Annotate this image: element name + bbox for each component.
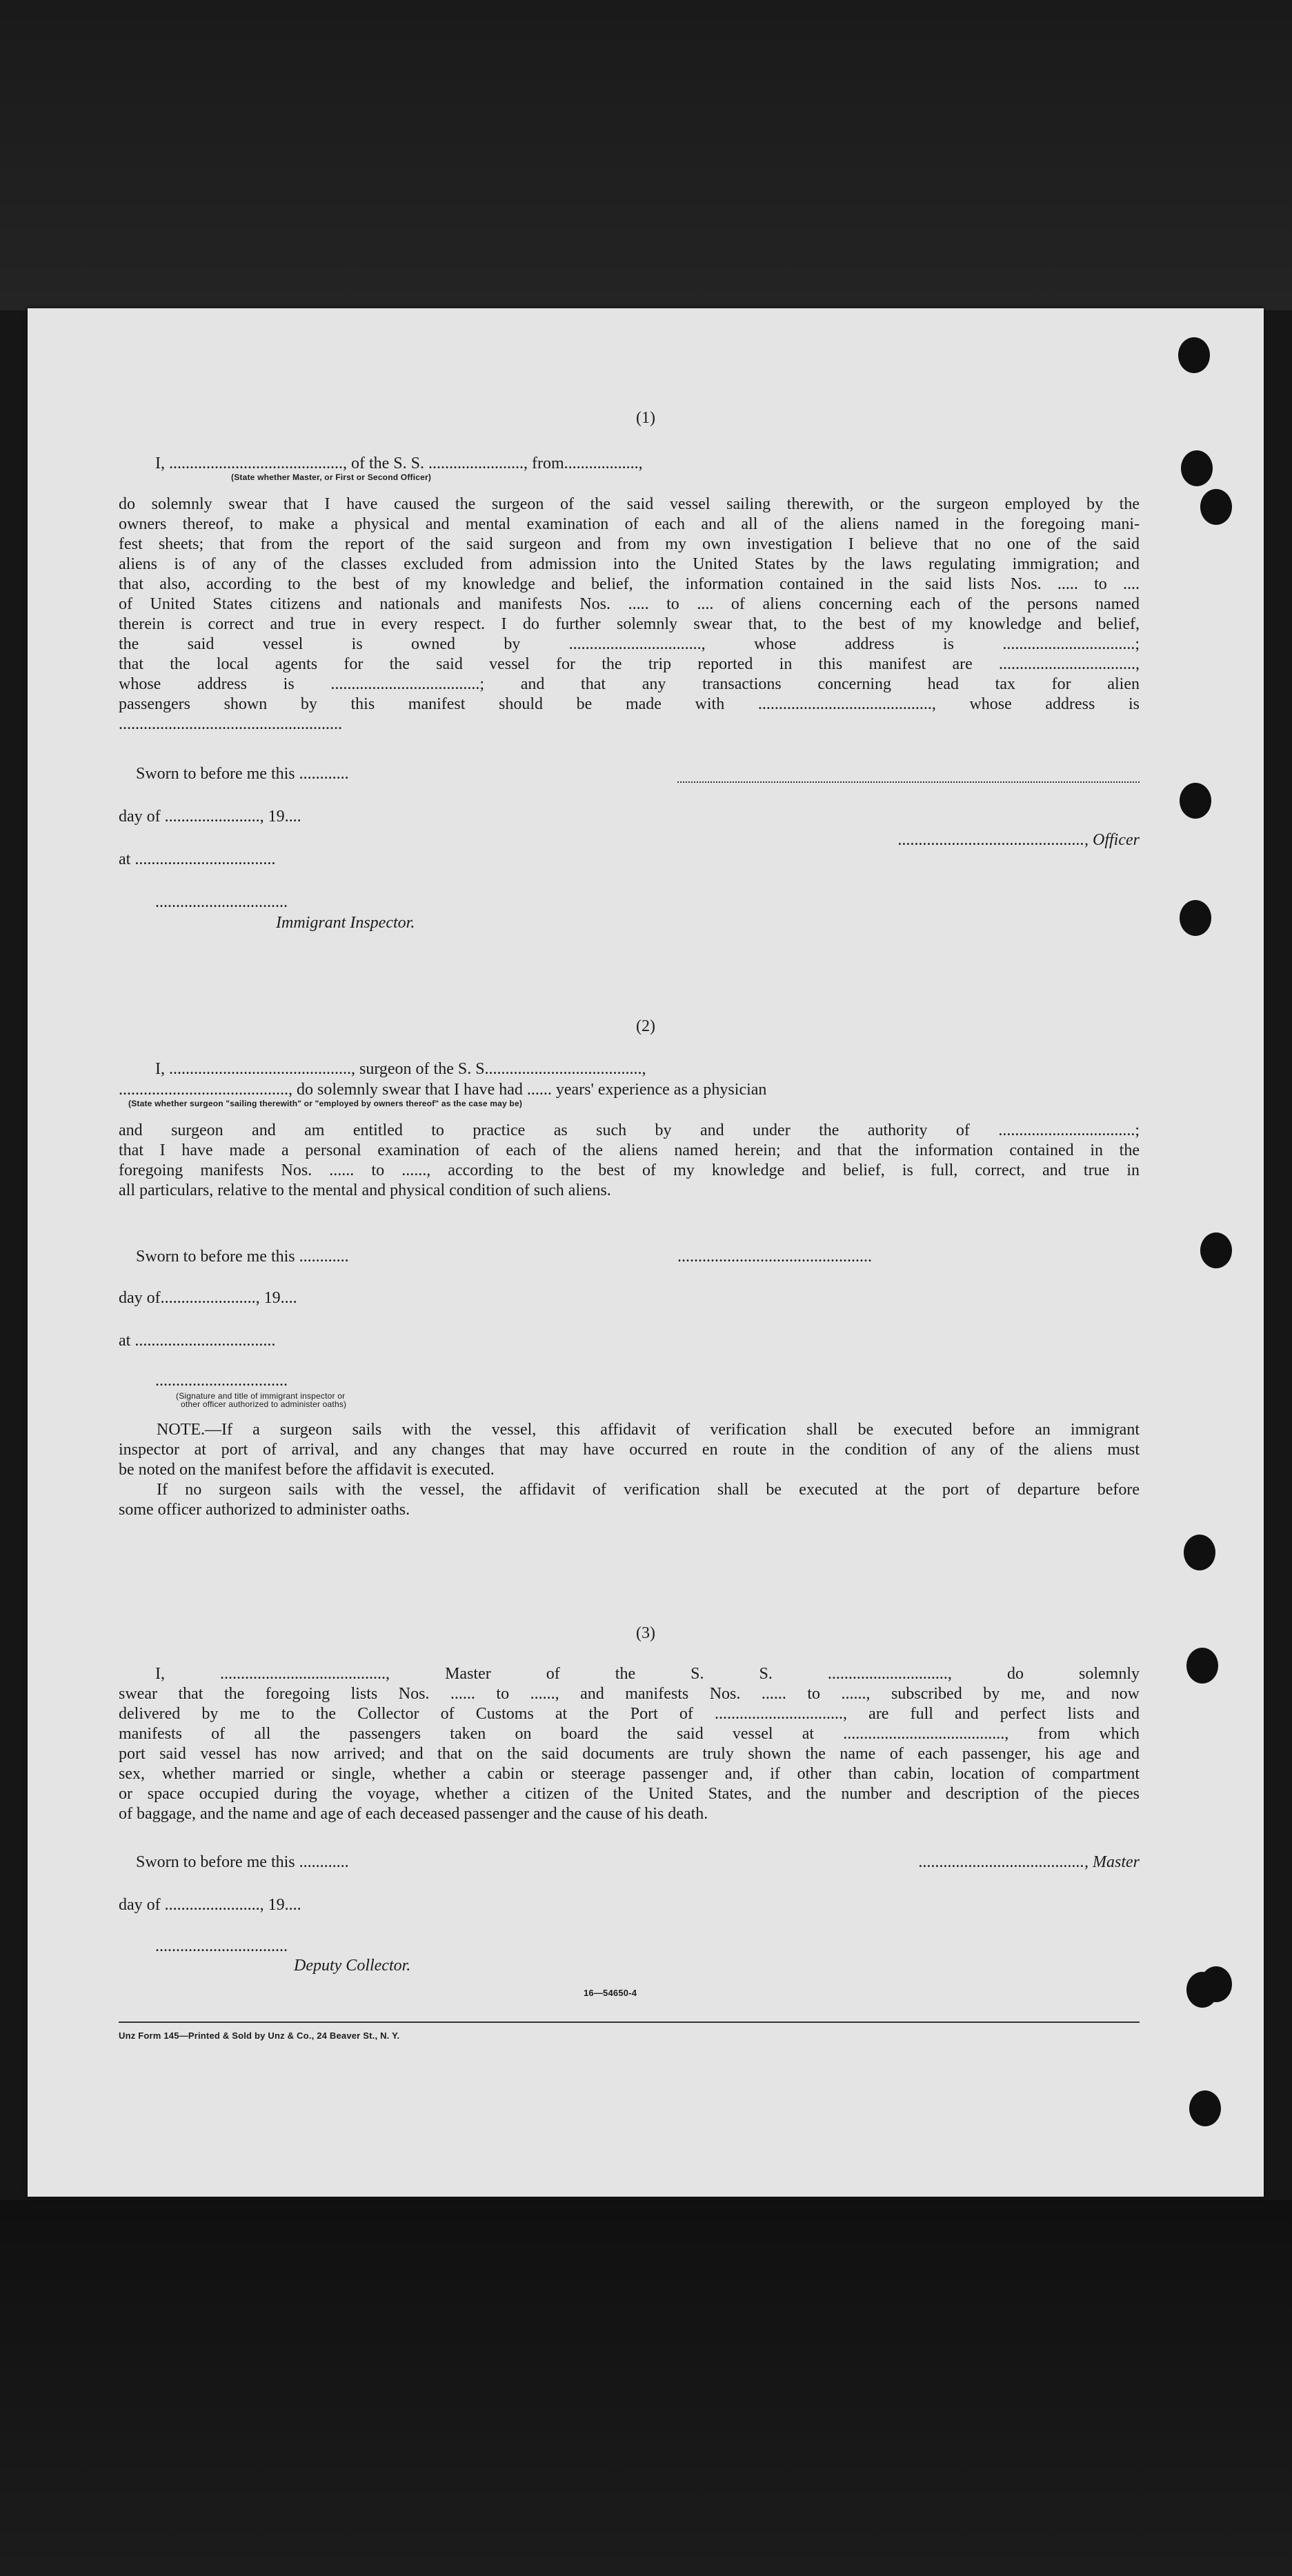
- punch-hole: [1178, 337, 1210, 373]
- section-2-surgeon-line: I, ............................................, surgeon of the S. S......................................,: [155, 1060, 646, 1078]
- punch-hole: [1189, 2090, 1221, 2126]
- footer-rule: [119, 2021, 1140, 2023]
- note-line: be noted on the manifest before the affidavit is executed.: [119, 1461, 495, 1479]
- document-page: [28, 308, 1264, 2197]
- section-3-day-line: day of ......................., 19....: [119, 1896, 301, 1914]
- oath-line: or space occupied during the voyage, whether a citizen of the United States, and the number and description of the pieces: [119, 1785, 1140, 1803]
- oath-line: the said vessel is owned by ................................, whose address is ................................;: [119, 635, 1140, 653]
- note-line: If no surgeon sails with the vessel, the affidavit of verification shall be executed at the port of departure before: [157, 1481, 1140, 1499]
- section-1-officer-caption: (State whether Master, or First or Second Officer): [231, 472, 432, 482]
- punch-hole: [1200, 489, 1232, 525]
- section-2-surgeon-caption: (State whether surgeon "sailing therewith" or "employed by owners thereof" as the case may be): [128, 1099, 523, 1108]
- section-1-oath-line: I, .........................................., of the S. S. ......................., from..................,: [155, 455, 643, 472]
- section-2-oath-body: [119, 1121, 1140, 1201]
- oath-line: do solemnly swear that I have caused the surgeon of the said vessel sailing therewith, or the surgeon employed by the: [119, 495, 1140, 513]
- oath-line: and surgeon and am entitled to practice as such by and under the authority of .................................;: [119, 1121, 1140, 1139]
- punch-hole: [1184, 1535, 1215, 1570]
- section-2-signature-dots: ...............................................: [677, 1248, 872, 1266]
- oath-line: that also, according to the best of my knowledge and belief, the information contained in the said lists Nos. ..... to ....: [119, 575, 1140, 593]
- section-2-sworn-line: Sworn to before me this ............: [136, 1248, 349, 1266]
- oath-line: aliens is of any of the classes excluded from admission into the United States by the laws regulating immigration; and: [119, 555, 1140, 573]
- section-2-signature-caption: (Signature and title of immigrant inspector or: [176, 1391, 346, 1401]
- section-3-oath-body: [119, 1664, 1140, 1824]
- section-2-day-line: day of......................., 19....: [119, 1289, 297, 1307]
- section-3-sworn-line: Sworn to before me this ............: [136, 1853, 349, 1871]
- section-2-signature-caption: other officer authorized to administer oaths): [181, 1399, 347, 1409]
- section-1-at-line: at ..................................: [119, 850, 276, 868]
- section-2-note: [119, 1420, 1140, 1520]
- oath-line: ......................................................: [119, 715, 342, 733]
- section-2-number: (2): [636, 1017, 655, 1035]
- section-3-master-line: ........................................, Master: [919, 1853, 1140, 1871]
- note-line: some officer authorized to administer oaths.: [119, 1501, 410, 1519]
- scan-background-bottom: [0, 2200, 1292, 2576]
- section-1-number: (1): [636, 409, 655, 427]
- oath-line: whose address is ....................................; and that any transactions concerning head tax for alien: [119, 675, 1140, 693]
- oath-line: passengers shown by this manifest should be made with .........................................., whose address is: [119, 695, 1140, 713]
- scan-background-top: [0, 0, 1292, 310]
- oath-line: that I have made a personal examination of each of the aliens named herein; and that the information contained in the: [119, 1141, 1140, 1159]
- footer-printer-note: Unz Form 145—Printed & Sold by Unz & Co., 24 Beaver St., N. Y.: [119, 2030, 400, 2041]
- section-1-sworn-line: Sworn to before me this ............: [136, 765, 349, 783]
- section-1-officer-line: ............................................., Officer: [898, 831, 1140, 849]
- section-2-signature-dots-2: ................................: [155, 1372, 288, 1390]
- punch-hole: [1180, 900, 1211, 936]
- note-line: NOTE.—If a surgeon sails with the vessel, this affidavit of verification shall be executed before an immigrant: [157, 1421, 1140, 1439]
- oath-line: delivered by me to the Collector of Customs at the Port of ..............................., are full and perfect lists and: [119, 1705, 1140, 1723]
- section-1-inspector-dots: ................................: [155, 893, 288, 911]
- oath-line: owners thereof, to make a physical and mental examination of each and all of the aliens named in the foregoing mani-: [119, 515, 1140, 533]
- oath-line: sex, whether married or single, whether a cabin or steerage passenger and, if other than cabin, location of compartment: [119, 1765, 1140, 1783]
- section-2-experience-line: ........................................., do solemnly swear that I have had ...... years' experience as a physician: [119, 1081, 767, 1099]
- section-3-collector-dots: ................................: [155, 1937, 288, 1955]
- oath-line: manifests of all the passengers taken on board the said vessel at ......................................., from which: [119, 1725, 1140, 1743]
- section-3-number: (3): [636, 1624, 655, 1642]
- section-1-signature-line: [677, 781, 1140, 783]
- oath-line: of baggage, and the name and age of each deceased passenger and the cause of his death.: [119, 1805, 708, 1823]
- section-2-at-line: at ..................................: [119, 1332, 276, 1350]
- oath-line: all particulars, relative to the mental and physical condition of such aliens.: [119, 1181, 611, 1199]
- oath-line: that the local agents for the said vessel for the trip reported in this manifest are .................................,: [119, 655, 1140, 673]
- oath-line: fest sheets; that from the report of the said surgeon and from my own investigation I believe that no one of the said: [119, 535, 1140, 553]
- oath-line: I, ........................................, Master of the S. S. ............................., do solemnly: [155, 1665, 1140, 1683]
- form-code: 16—54650-4: [584, 1988, 637, 1998]
- oath-line: foregoing manifests Nos. ...... to ......, according to the best of my knowledge and belief, is full, correct, and true in: [119, 1161, 1140, 1179]
- punch-hole: [1200, 1966, 1232, 2002]
- oath-line: therein is correct and true in every respect. I do further solemnly swear that, to the best of my knowledge and belief,: [119, 615, 1140, 633]
- punch-hole: [1200, 1232, 1232, 1268]
- oath-line: port said vessel has now arrived; and that on the said documents are truly shown the name of each passenger, his age and: [119, 1745, 1140, 1763]
- punch-hole: [1186, 1648, 1218, 1684]
- oath-line: of United States citizens and nationals and manifests Nos. ..... to .... of aliens concerning each of the persons named: [119, 595, 1140, 613]
- section-1-day-line: day of ......................., 19....: [119, 808, 301, 826]
- oath-line: swear that the foregoing lists Nos. ...... to ......, and manifests Nos. ...... to ......, subscribed by me, and now: [119, 1685, 1140, 1703]
- punch-hole: [1180, 783, 1211, 819]
- note-line: inspector at port of arrival, and any changes that may have occurred en route in the condition of any of the aliens must: [119, 1441, 1140, 1459]
- section-1-oath-body: [119, 495, 1140, 735]
- section-1-inspector-title: Immigrant Inspector.: [276, 914, 415, 932]
- punch-hole: [1181, 450, 1213, 486]
- section-3-collector-title: Deputy Collector.: [294, 1957, 411, 1975]
